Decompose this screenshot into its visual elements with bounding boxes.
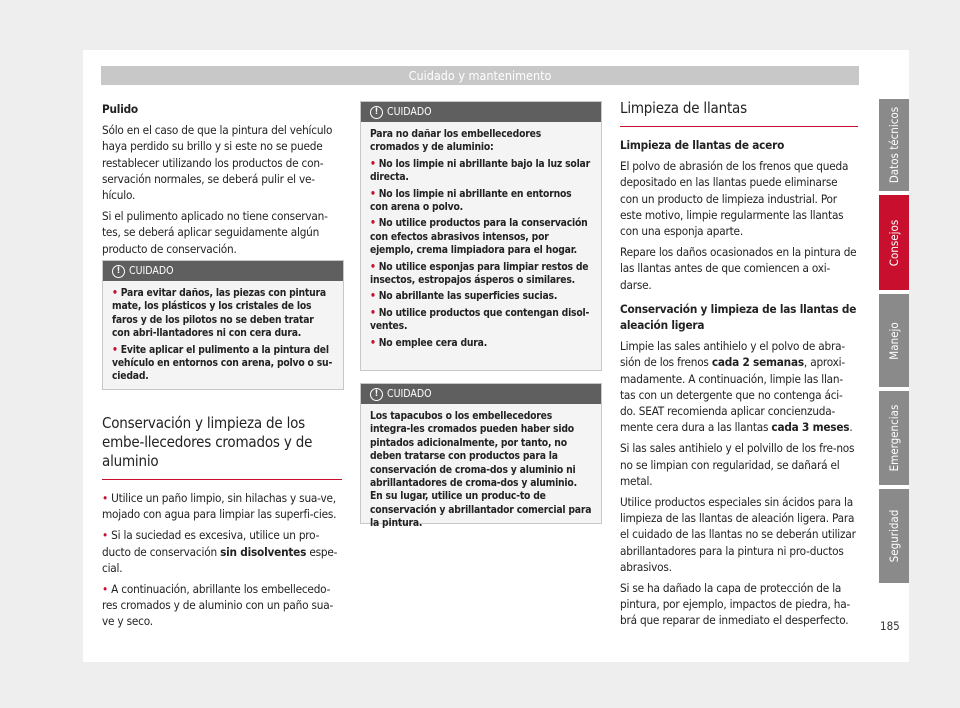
list-item: • Si la suciedad es excesiva, utilice un pro-ducto de conservación sin disolventes espe-cial. [102, 528, 338, 575]
caution-item: • No utilice esponjas para limpiar restos de insectos, estropajos ásperos o similares. [370, 260, 589, 287]
bullet-icon: • [112, 287, 121, 299]
caution-header [361, 384, 601, 404]
caution-box-tapacubos [360, 383, 602, 530]
caution-item: • No utilice productos para la conservación con efectos abrasivos intensos, por ejemplo, crema limpiadora para el hogar. [370, 217, 588, 257]
column-1 [102, 101, 342, 262]
acero-paragraph-2: Repare los daños ocasionados en la pintura de las llantas antes de que comiencen a oxi-darse. [620, 245, 857, 292]
aleacion-title: Conservación y limpieza de las llantas de aleación ligera [620, 301, 857, 333]
caution-icon: ! [370, 388, 383, 401]
caution-body [103, 281, 343, 395]
caution-item: • No abrillante las superficies sucias. [370, 290, 558, 303]
tab-manejo[interactable]: Manejo [879, 294, 909, 387]
page-header: Cuidado y mantenimento [101, 66, 859, 85]
bullet-icon: • [102, 491, 112, 505]
caution-label: CUIDADO [387, 106, 432, 118]
aleacion-paragraph-4: Si se ha dañado la capa de protección de la pintura, por ejemplo, impactos de piedra, ha-brá que reparar de inmediato el desperfecto. [620, 581, 851, 628]
caution-icon: ! [112, 265, 125, 278]
column-3 [620, 99, 858, 634]
caution-header [361, 102, 601, 122]
bullet-icon: • [112, 343, 121, 356]
tab-seguridad[interactable]: Seguridad [879, 489, 909, 583]
caution-body [361, 122, 601, 361]
pulido-paragraph-1: Sólo en el caso de que la pintura del vehículo haya perdido su brillo y si este no se puede restablecer utilizando los productos de con-servación normales, se deberá pulir el ve-hículo. [102, 123, 333, 203]
tab-consejos[interactable]: Consejos [879, 195, 909, 290]
section-title-chrome: Conservación y limpieza de los embe-llecedores cromados y de aluminio [102, 414, 342, 480]
caution-item: • Evite aplicar el pulimento a la pintura del vehículo en entornos con arena, polvo o su-ciedad. [112, 343, 333, 383]
aleacion-paragraph-1: Limpie las sales antihielo y el polvo de abra-sión de los frenos cada 2 semanas, aproxi-madamente. A continuación, limpie las llan-tas con un detergente que no contenga áci-do. SEAT recomienda aplicar concienzuda-mente cera dura a las llantas cada 3 meses. [620, 339, 853, 435]
list-item: • A continuación, abrillante los embellecedo-res cromados y de aluminio con un paño sua-ve y seco. [102, 582, 334, 629]
caution-icon: ! [370, 106, 383, 119]
caution-header [103, 261, 343, 281]
caution-item: • Para evitar daños, las piezas con pintura mate, los plásticos y los cristales de los faros y de los pilotos no se deben tratar con abri-llantadores ni con cera dura. [112, 287, 326, 340]
page-number: 185 [880, 619, 900, 633]
caution-body [361, 404, 601, 539]
bullet-icon: • [102, 582, 112, 597]
caution-box-pulido [102, 260, 344, 390]
pulido-title: Pulido [102, 102, 138, 116]
acero-title: Limpieza de llantas de acero [620, 138, 785, 152]
aleacion-paragraph-3: Utilice productos especiales sin ácidos para la limpieza de las llantas de aleación ligera. Para el cuidado de las llantas no se deberán utilizar abrillantadores para la pintura ni pro-ductos abrasivos. [620, 495, 856, 574]
caution-item: • No los limpie ni abrillante bajo la luz solar directa. [370, 157, 590, 184]
tab-datos-tecnicos[interactable]: Datos técnicos [879, 99, 909, 191]
caution-label: CUIDADO [387, 388, 432, 400]
caution-text: Los tapacubos o los embellecedores integra-les cromados pueden haber sido pintados adicionalmente, por tanto, no deben tratarse con productos para la conservación de croma-dos y aluminio ni abrillantadores de croma-dos y aluminio. En su lugar, utilice un produc-to de conservación y abrillantador comercial para la pintura. [370, 410, 592, 530]
caution-item: • No utilice productos que contengan disol-ventes. [370, 306, 590, 333]
caution-box-chrome [360, 101, 602, 371]
aleacion-paragraph-2: Si las sales antihielo y el polvillo de los fre-nos no se limpian con regularidad, se dañará el metal. [620, 441, 855, 488]
list-item: • Utilice un paño limpio, sin hilachas y sua-ve, mojado con agua para limpiar las superfi-cies. [102, 491, 337, 522]
bullet-icon: • [102, 528, 112, 543]
caution-item: • No los limpie ni abrillante en entornos con arena o polvo. [370, 187, 572, 214]
tab-emergencias[interactable]: Emergencias [879, 391, 909, 485]
caution-intro: Para no dañar los embellecedores cromados y de aluminio: [370, 128, 542, 154]
caution-item: • No emplee cera dura. [370, 336, 488, 349]
pulido-paragraph-2: Si el pulimento aplicado no tiene conservan-tes, se deberá aplicar seguidamente algún producto de conservación. [102, 209, 328, 256]
chrome-section [102, 414, 342, 635]
caution-label: CUIDADO [129, 265, 174, 277]
section-title-llantas: Limpieza de llantas [620, 99, 858, 127]
acero-paragraph-1: El polvo de abrasión de los frenos que queda depositado en las llantas puede eliminarse con un producto de limpieza industrial. Por este motivo, limpie regularmente las llantas con una esponja aparte. [620, 159, 849, 239]
